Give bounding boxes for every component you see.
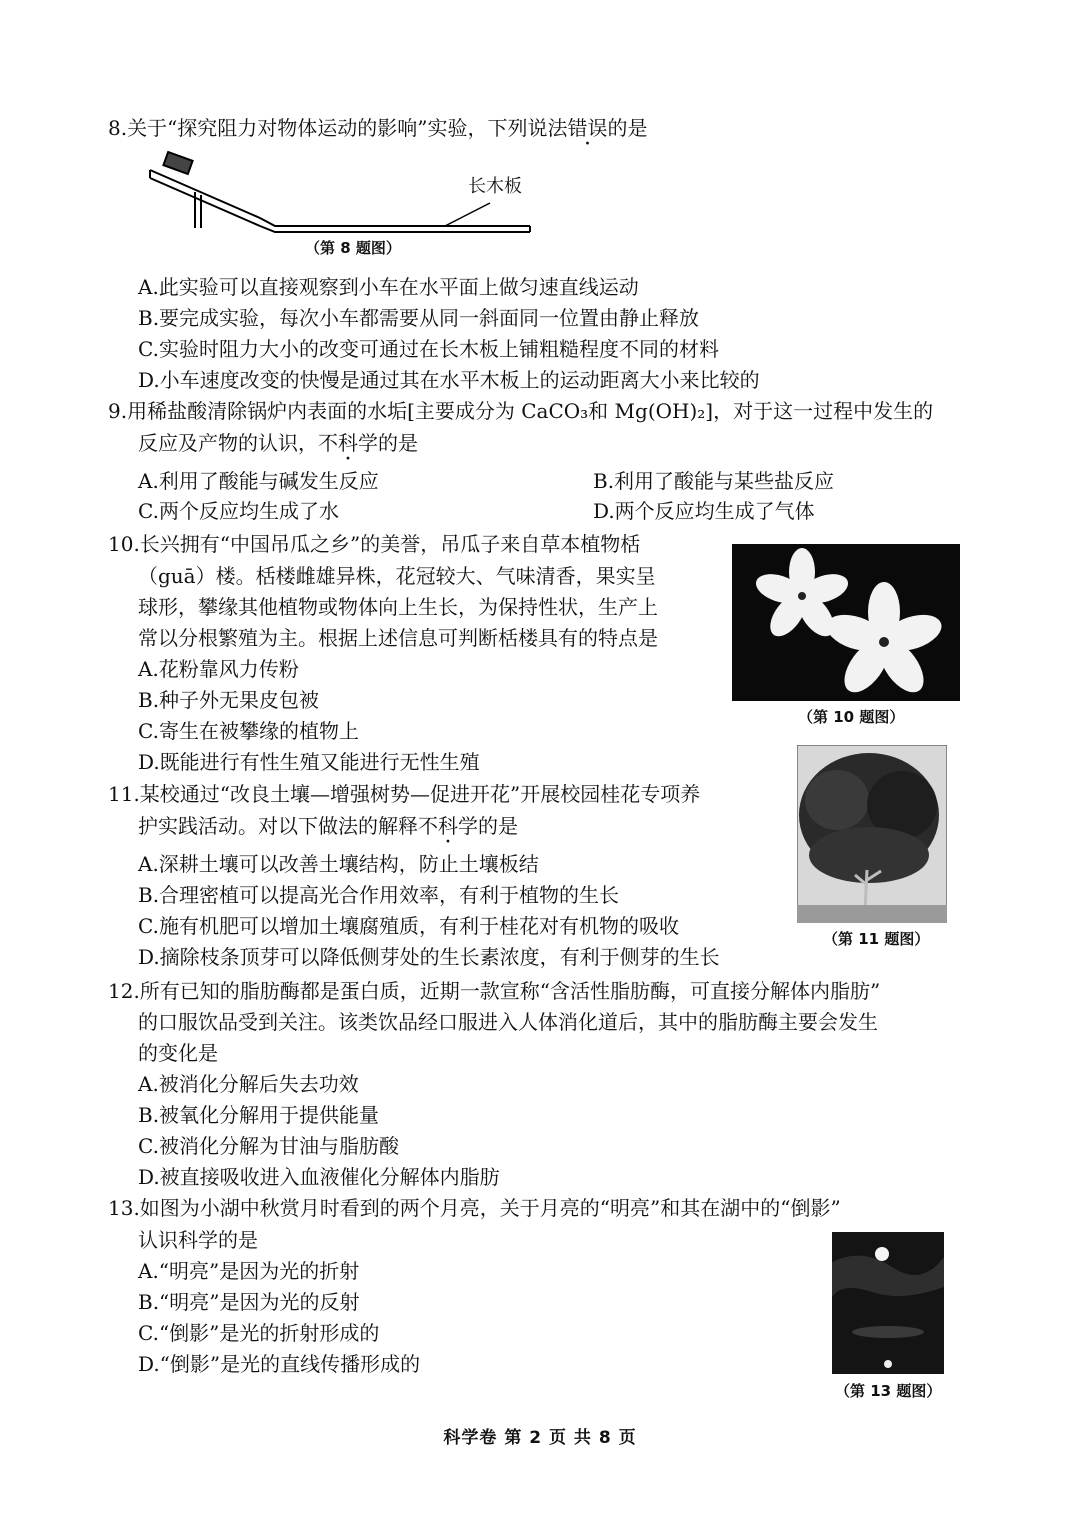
q11-option-d: D.摘除枝条顶芽可以降低侧芽处的生长素浓度，有利于侧芽的生长: [138, 945, 720, 969]
q10-stem-line2: （guā）楼。栝楼雌雄异株，花冠较大、气味清香，果实呈: [138, 564, 656, 588]
q10-caption: （第 10 题图）: [798, 708, 905, 726]
q8-option-a: A.此实验可以直接观察到小车在水平面上做匀速直线运动: [138, 275, 639, 299]
q9-stem-line1: 9.用稀盐酸清除锅炉内表面的水垢[主要成分为 CaCO₃和 Mg(OH)₂]，对于这一过程中发生的: [108, 399, 934, 423]
q12-option-a: A.被消化分解后失去功效: [138, 1072, 359, 1096]
q8-option-c: C.实验时阻力大小的改变可通过在长木板上铺粗糙程度不同的材料: [138, 337, 719, 361]
page-footer: 科学卷 第 2 页 共 8 页: [443, 1428, 637, 1448]
q10-option-b: B.种子外无果皮包被: [138, 688, 320, 712]
q8-stem: 8.关于“探究阻力对物体运动的影响”实验，下列说法错误的是: [108, 116, 648, 140]
q13-stem-line2: 认识科学的是: [138, 1228, 258, 1252]
q12-option-d: D.被直接吸收进入血液催化分解体内脂肪: [138, 1165, 500, 1189]
moon-lake-photo: [832, 1232, 944, 1374]
q10-stem-line4: 常以分根繁殖为主。根据上述信息可判断栝楼具有的特点是: [138, 626, 658, 650]
q11-option-b: B.合理密植可以提高光合作用效率，有利于植物的生长: [138, 883, 620, 907]
q10-stem-line3: 球形，攀缘其他植物或物体向上生长，为保持性状，生产上: [138, 595, 658, 619]
q9-stem-line2: 反应及产物的认识，不科学的是: [138, 431, 418, 455]
q8-option-b: B.要完成实验，每次小车都需要从同一斜面同一位置由静止释放: [138, 306, 700, 330]
q12-stem-line2: 的口服饮品受到关注。该类饮品经口服进入人体消化道后，其中的脂肪酶主要会发生: [138, 1010, 878, 1034]
q9-option-c: C.两个反应均生成了水: [138, 499, 339, 523]
q9-option-b: B.利用了酸能与某些盐反应: [593, 469, 835, 493]
q10-stem-line1: 10.长兴拥有“中国吊瓜之乡”的美誉，吊瓜子来自草本植物栝: [108, 532, 641, 556]
q9-option-d: D.两个反应均生成了气体: [593, 499, 815, 523]
q8-option-d: D.小车速度改变的快慢是通过其在水平木板上的运动距离大小来比较的: [138, 368, 760, 392]
q11-option-a: A.深耕土壤可以改善土壤结构，防止土壤板结: [138, 852, 539, 876]
q12-stem-line1: 12.所有已知的脂肪酶都是蛋白质，近期一款宣称“含活性脂肪酶，可直接分解体内脂肪”: [108, 979, 881, 1003]
q12-option-c: C.被消化分解为甘油与脂肪酸: [138, 1134, 399, 1158]
board-label: 长木板: [468, 176, 522, 197]
q12-option-b: B.被氧化分解用于提供能量: [138, 1103, 380, 1127]
q11-stem-line1: 11.某校通过“改良土壤—增强树势—促进开花”开展校园桂花专项养: [108, 782, 701, 806]
q10-option-c: C.寄生在被攀缘的植物上: [138, 719, 359, 743]
q10-option-d: D.既能进行有性生殖又能进行无性生殖: [138, 750, 480, 774]
osmanthus-tree-photo: [797, 745, 947, 923]
q8-caption: （第 8 题图）: [305, 239, 401, 257]
q11-option-c: C.施有机肥可以增加土壤腐殖质，有利于桂花对有机物的吸收: [138, 914, 679, 938]
q12-stem-line3: 的变化是: [138, 1041, 218, 1065]
q10-option-a: A.花粉靠风力传粉: [138, 657, 299, 681]
q11-stem-line2: 护实践活动。对以下做法的解释不科学的是: [138, 814, 518, 838]
q13-option-a: A.“明亮”是因为光的折射: [138, 1259, 360, 1283]
q13-option-c: C.“倒影”是光的折射形成的: [138, 1321, 380, 1345]
q13-stem-line1: 13.如图为小湖中秋赏月时看到的两个月亮，关于月亮的“明亮”和其在湖中的“倒影”: [108, 1196, 841, 1220]
q11-caption: （第 11 题图）: [823, 930, 930, 948]
q13-caption: （第 13 题图）: [835, 1382, 942, 1400]
q13-option-b: B.“明亮”是因为光的反射: [138, 1290, 360, 1314]
flower-photo: [732, 544, 960, 701]
q13-option-d: D.“倒影”是光的直线传播形成的: [138, 1352, 421, 1376]
q9-option-a: A.利用了酸能与碱发生反应: [138, 469, 379, 493]
